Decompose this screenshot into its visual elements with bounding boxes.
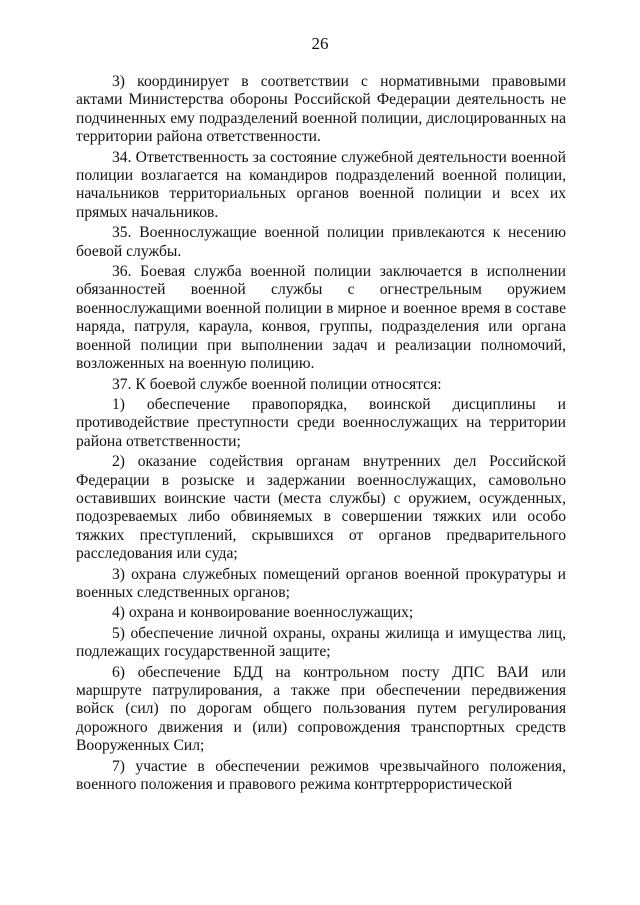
- list-item-4: 4) охрана и конвоирование военнослужащих;: [112, 604, 414, 622]
- list-item-3: 3) охрана служебных помещений органов военной прокуратуры и военных следственных органов;: [76, 565, 566, 601]
- paragraph-37: 37. К боевой службе военной полиции относятся:: [112, 375, 442, 393]
- list-item-5: 5) обеспечение личной охраны, охраны жилища и имущества лиц, подлежащих государственной защите;: [76, 624, 566, 661]
- paragraph-35: 35. Военнослужащие военной полиции привлекаются к несению боевой службы.: [76, 224, 566, 260]
- paragraph-34: 34. Ответственность за состояние служебной деятельности военной полиции возлагается на командиров подразделений военной полиции, начальников территориальных органов военной полиции и всех их прямых начальников.: [76, 148, 566, 221]
- paragraph-item-3: 3) координирует в соответствии с нормативными правовыми актами Министерства обороны Российской Федерации деятельность не подчиненных ему подразделений военной полиции, дислоцированных на территории района ответственности.: [76, 73, 566, 146]
- list-item-2: 2) оказание содействия органам внутренних дел Российской Федерации в розыске и задержании военнослужащих, самовольно оставивших воинские части (места службы) с оружием, осужденных, подозреваемых либо обвиняемых в совершении тяжких или особо тяжких преступлений, скрывшихся от органов предварительного расследования или суда;: [76, 453, 566, 563]
- document-body: [76, 73, 566, 796]
- list-item-7: 7) участие в обеспечении режимов чрезвычайного положения, военного положения и правового режима контртеррористической: [76, 757, 566, 794]
- list-item-1: 1) обеспечение правопорядка, воинской дисциплины и противодействие преступности среди военнослужащих на территории района ответственности;: [76, 395, 566, 450]
- paragraph-36: 36. Боевая служба военной полиции заключается в исполнении обязанностей военной службы с огнестрельным оружием военнослужащими военной полиции в мирное и военное время в составе наряда, патруля, караула, конвоя, группы, подразделения или органа военной полиции при выполнении задач и реализации полномочий, возложенных на военную полицию.: [76, 263, 566, 373]
- page-number: 26: [311, 34, 329, 53]
- list-item-6: 6) обеспечение БДД на контрольном посту ДПС ВАИ или маршруте патрулирования, а также при обеспечении передвижения войск (сил) по дорогам общего пользования путем регулирования дорожного движения и (или) сопровождения транспортных средств Вооруженных Сил;: [76, 663, 566, 755]
